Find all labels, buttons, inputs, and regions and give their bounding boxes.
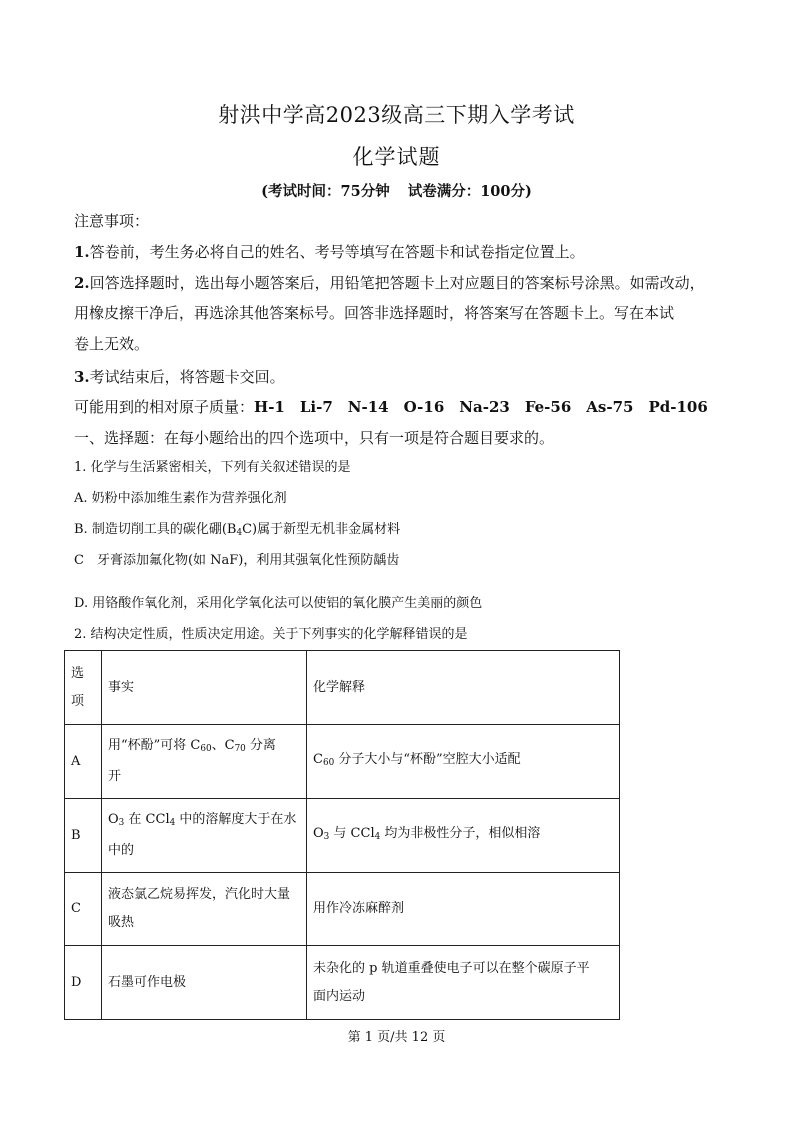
exam-time: (考试时间：75分钟: [261, 183, 390, 200]
q1-option-b: B. 制造切削工具的碳化硼$(B_4C)$属于新型无机非金属材料: [74, 522, 401, 539]
table-row: [65, 799, 620, 873]
table-row: [65, 725, 620, 799]
fact-cell: $O_3$ 在 CCl$_4$ 中的溶解度大于在水 中的: [102, 799, 307, 873]
notice-item-3-text: 考试结束后，将答题卡交回。: [89, 368, 285, 386]
header-fact-cell: 事实: [102, 651, 307, 725]
option-cell: D: [65, 946, 102, 1020]
explain-cell: $O_3$ 与 CCl$_4$ 均为非极性分子，相似相溶: [307, 799, 620, 873]
fact-cell: 液态氯乙烷易挥发，汽化时大量 吸热: [102, 873, 307, 946]
section-1-heading: 一、选择题：在每小题给出的四个选项中，只有一项是符合题目要求的。: [74, 429, 555, 447]
notice-item-3-number: 3.: [74, 368, 90, 386]
notice-item-1: [74, 237, 734, 267]
q2-table: [64, 650, 620, 1020]
notice-item-2-text: 回答选择题时，选出每小题答案后，用铅笔把答题卡上对应题目的答案标号涂黑。如需改动，: [89, 274, 705, 292]
notice-item-3: [74, 362, 734, 392]
header-option-cell: 选 项: [65, 651, 102, 725]
fact-cell: 用“杯酚”可将 $C_{60}$、$C_{70}$ 分离 开: [102, 725, 307, 799]
q1-option-d: D. 用铬酸作氧化剂，采用化学氧化法可以使铝的氧化膜产生美丽的颜色: [74, 596, 483, 611]
page-number: 第 1 页/共 12 页: [347, 1030, 446, 1045]
option-cell: B: [65, 799, 102, 873]
notice-item-2-line-2: 用橡皮擦干净后，再选涂其他答案标号。回答非选择题时，将答案写在答题卡上。写在本试: [74, 304, 675, 322]
q1-option-a: A. 奶粉中添加维生素作为营养强化剂: [74, 491, 287, 506]
exam-info: [0, 180, 793, 201]
table-row: [65, 873, 620, 946]
explain-cell: $C_{60}$ 分子大小与“杯酚”空腔大小适配: [307, 725, 620, 799]
atomic-mass-line: [74, 392, 734, 422]
atomic-mass-label: 可能用到的相对原子质量：: [74, 398, 255, 416]
notice-item-2-number: 2.: [74, 274, 90, 292]
option-cell: C: [65, 873, 102, 946]
q2-stem: 2. 结构决定性质，性质决定用途。关于下列事实的化学解释错误的是: [74, 627, 468, 642]
notice-item-2-line-1: [74, 268, 734, 298]
explain-cell: 用作冷冻麻醉剂: [307, 873, 620, 946]
notice-item-1-number: 1.: [74, 243, 90, 261]
atomic-mass-values: H-1 Li-7 N-14 O-16 Na-23 Fe-56 As-75 Pd-106: [254, 398, 708, 416]
notice-item-1-text: 答卷前，考生务必将自己的姓名、考号等填写在答题卡和试卷指定位置上。: [89, 243, 585, 261]
table-row: [65, 946, 620, 1020]
header-explain-cell: 化学解释: [307, 651, 620, 725]
notice-item-2-line-3: 卷上无效。: [74, 335, 150, 353]
notice-heading: 注意事项：: [74, 212, 150, 230]
exam-title: 射洪中学高2023级高三下期入学考试: [218, 103, 575, 127]
exam-score: 试卷满分：100分): [407, 183, 532, 200]
option-cell: A: [65, 725, 102, 799]
q1-stem: 1. 化学与生活紧密相关，下列有关叙述错误的是: [74, 460, 351, 475]
table-header-row: [65, 651, 620, 725]
explain-cell: 未杂化的 p 轨道重叠使电子可以在整个碳原子平 面内运动: [307, 946, 620, 1020]
fact-cell: 石墨可作电极: [102, 946, 307, 1020]
exam-subject: 化学试题: [352, 145, 441, 169]
q1-option-c: C 牙膏添加氟化物(如 NaF)，利用其强氧化性预防龋齿: [74, 553, 400, 568]
